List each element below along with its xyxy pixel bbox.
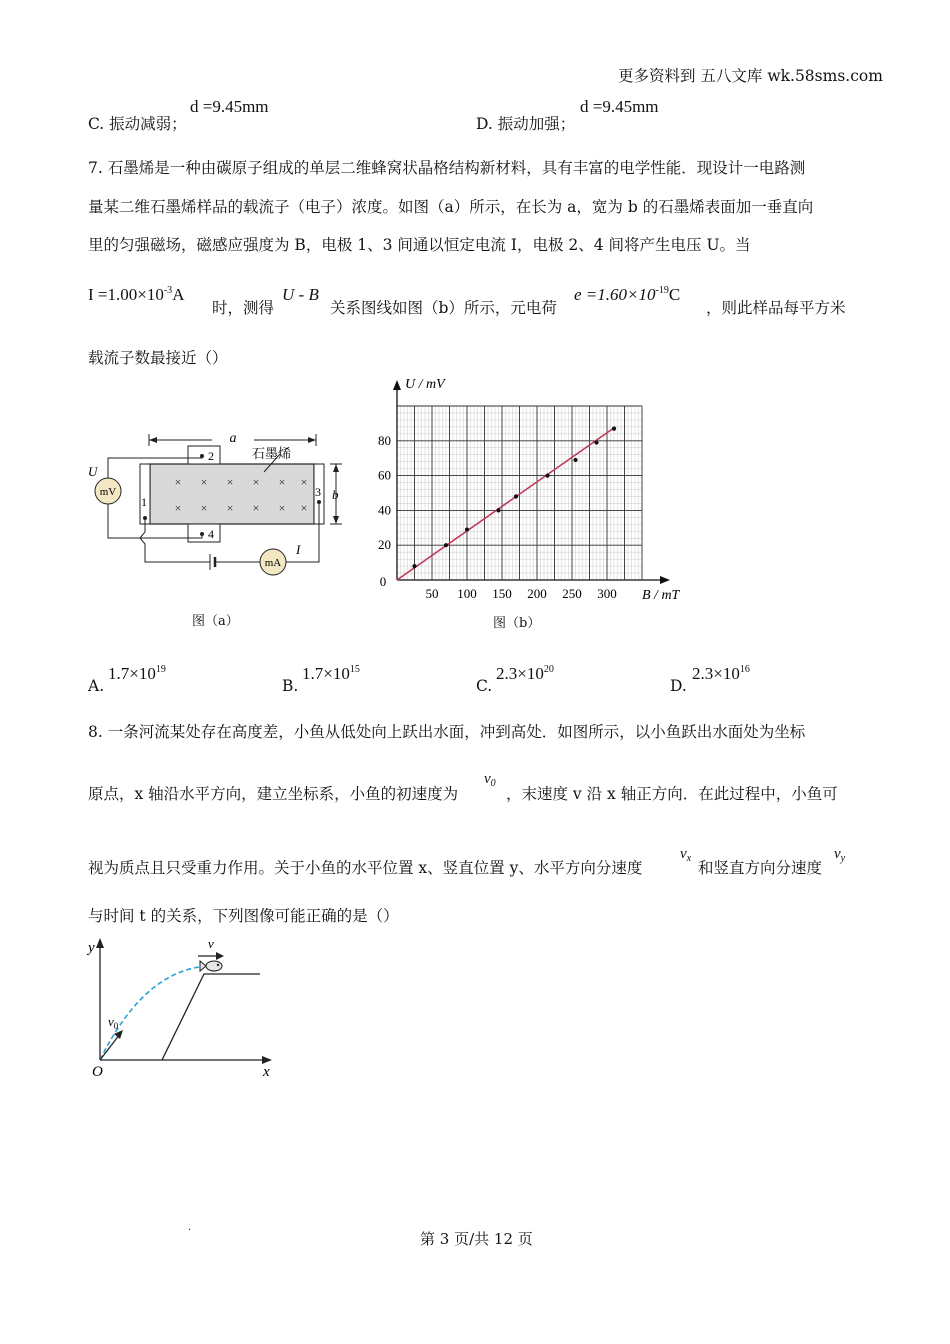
q7-line-5: 载流子数最接近（）	[88, 349, 228, 367]
figure-b-caption: 图（b）	[493, 616, 541, 631]
chart-x-axis-arrow	[660, 576, 670, 584]
svg-text:×: ×	[300, 475, 308, 489]
chart-data-point	[496, 508, 500, 512]
q7-option-d-letter: D.	[670, 677, 687, 695]
svg-text:×: ×	[278, 501, 286, 515]
chart-data-point	[612, 427, 616, 431]
q7-line-3: 里的匀强磁场，磁感应强度为 B，电极 1、3 间通以恒定电流 I，电极 2、4 间将产生电压 U。当	[88, 236, 751, 254]
svg-text:×: ×	[226, 501, 234, 515]
chart-ticks	[378, 433, 617, 601]
electrode-4: 4	[208, 527, 214, 541]
chart-data-point	[545, 474, 549, 478]
chart-origin-label: 0	[379, 574, 387, 589]
chart-x-tick-label: 50	[425, 586, 439, 601]
footer-dot: .	[188, 1222, 192, 1233]
chart-x-tick-label: 300	[597, 586, 617, 601]
chart-data-point	[594, 440, 598, 444]
chart-y-tick-label: 20	[378, 537, 391, 553]
q8-line-3a: 视为质点且只受重力作用。关于小鱼的水平位置 x、竖直位置 y、水平方向分速度	[88, 859, 643, 877]
fish-icon	[200, 961, 222, 971]
chart-y-axis-arrow	[393, 380, 401, 390]
q8-v0-symbol: $v_0$	[484, 771, 496, 789]
watermark-header: 更多资料到 五八文库 wk.58sms.com	[618, 67, 883, 85]
electrode-3: 3	[315, 485, 321, 499]
q7-option-c-value: $2.3\times 10^{20}$	[496, 664, 554, 683]
label-I: I	[296, 542, 301, 557]
svg-text:×: ×	[200, 475, 208, 489]
svg-text:×: ×	[174, 475, 182, 489]
svg-text:×: ×	[252, 501, 260, 515]
q7-option-b-value: $1.7\times 10^{15}$	[302, 664, 360, 683]
q7-u-b-relation: U - B	[282, 285, 319, 304]
q8-line-2a: 原点，x 轴沿水平方向，建立坐标系，小鱼的初速度为	[88, 785, 459, 803]
q7-option-d-value: $2.3\times 10^{16}$	[692, 664, 750, 683]
chart-x-tick-label: 150	[492, 586, 512, 601]
chart-data-point	[514, 494, 518, 498]
fig-x-label: x	[263, 1064, 270, 1080]
q8-vy-symbol: $v_y$	[834, 846, 846, 864]
riverbank-step	[162, 974, 260, 1060]
chart-data-point	[465, 527, 469, 531]
electrode-2: 2	[208, 449, 214, 463]
q7-option-a-letter: A.	[88, 677, 105, 695]
fig-v-label: v	[208, 936, 214, 951]
voltmeter-label: mV	[99, 486, 117, 498]
q7-option-c-letter: C.	[476, 677, 493, 695]
chart-x-tick-label: 200	[527, 586, 547, 601]
q8-line-3b: 和竖直方向分速度	[698, 859, 823, 877]
svg-text:×: ×	[278, 475, 286, 489]
q6-option-d-value: d =9.45mm	[580, 97, 659, 116]
fig-v0-label: $v_0$	[108, 1014, 119, 1031]
ammeter-label: mA	[264, 557, 282, 569]
q7-current-value: $I =1.00\times 10^{-3}A$	[88, 285, 185, 304]
chart-y-tick-label: 60	[378, 467, 391, 483]
q8-line-4: 与时间 t 的关系，下列图像可能正确的是（）	[88, 907, 399, 925]
fig-y-label: y	[88, 940, 95, 956]
q8-line-2b: ，末速度 v 沿 x 轴正方向．在此过程中，小鱼可	[506, 785, 838, 803]
q8-vx-symbol: $v_x$	[680, 846, 692, 864]
q7-line-2: 量某二维石墨烯样品的载流子（电子）浓度。如图（a）所示，在长为 a，宽为 b 的石墨烯表面加一垂直向	[88, 198, 814, 216]
q7-line-4-text-1: 时，测得	[212, 299, 275, 317]
graphene-sheet	[150, 464, 314, 524]
graphene-label: 石墨烯	[252, 446, 292, 461]
chart-data-point	[444, 543, 448, 547]
q6-option-c-label: C. 振动减弱；	[88, 115, 187, 133]
q7-option-a-value: $1.7\times 10^{19}$	[108, 664, 166, 683]
fig-origin-label: O	[92, 1064, 103, 1080]
figure-a-caption: 图（a）	[192, 614, 239, 629]
fish-jump-figure	[80, 930, 280, 1080]
electrode-1: 1	[141, 495, 147, 509]
svg-text:×: ×	[200, 501, 208, 515]
svg-text:×: ×	[226, 475, 234, 489]
q7-option-b-letter: B.	[282, 677, 299, 695]
svg-text:×: ×	[252, 475, 260, 489]
svg-text:×: ×	[174, 501, 182, 515]
label-a: a	[229, 431, 237, 446]
label-U: U	[88, 464, 98, 479]
chart-y-tick-label: 80	[378, 432, 391, 448]
chart-x-label: B / mT	[642, 588, 680, 603]
chart-y-label: U / mV	[405, 377, 445, 392]
chart-x-tick-label: 250	[562, 586, 582, 601]
chart-data-point	[573, 458, 577, 462]
svg-text:×: ×	[300, 501, 308, 515]
q6-option-d-label: D. 振动加强；	[476, 115, 576, 133]
chart-x-tick-label: 100	[457, 586, 477, 601]
circuit-figure-a	[80, 420, 350, 620]
label-b: b	[332, 487, 339, 502]
q7-line-1: 7. 石墨烯是一种由碳原子组成的单层二维蜂窝状晶格结构新材料，具有丰富的电学性能．现设计一电路测	[88, 159, 806, 177]
q8-line-1: 8. 一条河流某处存在高度差，小鱼从低处向上跃出水面，冲到高处．如图所示，以小鱼跃出水面处为坐标	[88, 723, 806, 741]
q7-elementary-charge: $e =1.60\times 10^{-19}C$	[574, 285, 681, 304]
page-number: 第 3 页/共 12 页	[420, 1230, 533, 1248]
q7-line-4-text-2: 关系图线如图（b）所示，元电荷	[330, 299, 557, 317]
fish-trajectory	[100, 966, 208, 1060]
u-b-chart	[355, 370, 695, 610]
q7-line-4-text-3: ，则此样品每平方米	[706, 299, 846, 317]
chart-data-point	[412, 564, 416, 568]
q6-option-c-value: d =9.45mm	[190, 97, 269, 116]
chart-y-tick-label: 40	[378, 502, 391, 518]
